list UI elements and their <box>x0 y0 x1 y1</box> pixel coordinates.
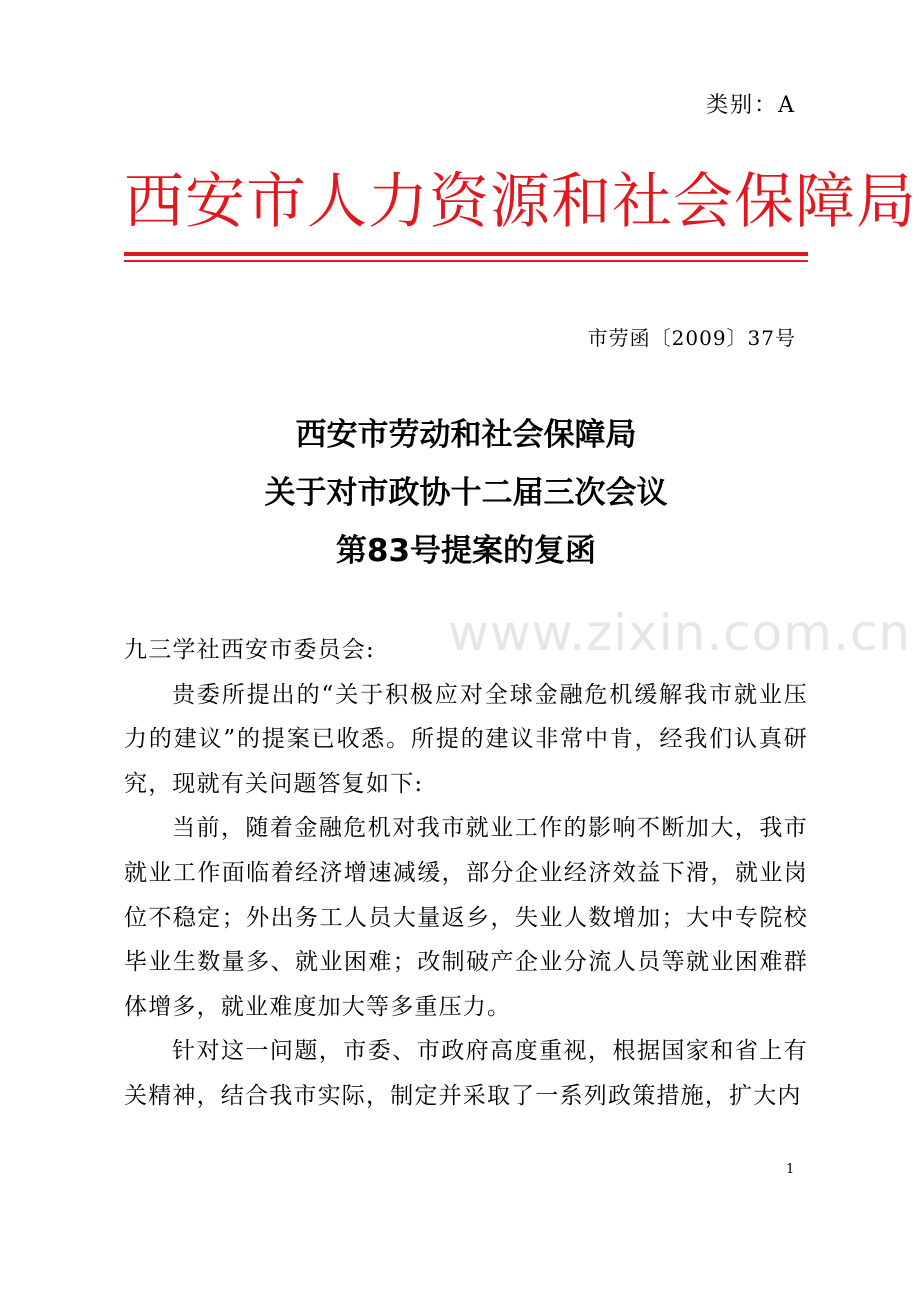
red-rule-thin <box>124 260 808 262</box>
paragraph-3: 针对这一问题，市委、市政府高度重视，根据国家和省上有关精神，结合我市实际，制定并采取了一系列政策措施，扩大内 <box>124 1038 808 1109</box>
heading-line-2: 关于对市政协十二届三次会议 <box>264 475 668 511</box>
watermark: www.zixin.com.cn <box>448 604 912 662</box>
paragraph-1: 贵委所提出的“关于积极应对全球金融危机缓解我市就业压力的建议”的提案已收悉。所提的建议非常中肯，经我们认真研究，现就有关问题答复如下: <box>124 681 808 797</box>
category-label: 类别：A <box>706 93 796 118</box>
paragraph-2: 当前，随着金融危机对我市就业工作的影响不断加大，我市就业工作面临着经济增速减缓，部分企业经济效益下滑，就业岗位不稳定；外出务工人员大量返乡，失业人数增加；大中专院校毕业生数量多、就业困难；改制破产企业分流人员等就业困难群体增多，就业难度加大等多重压力。 <box>124 815 808 1020</box>
letter-body <box>124 628 808 1119</box>
red-rule-thick <box>124 252 808 256</box>
salutation: 九三学社西安市委员会: <box>124 637 375 663</box>
page-number: 1 <box>786 1162 795 1177</box>
document-number: 市劳函〔2009〕37号 <box>587 326 796 350</box>
agency-title: 西安市人力资源和社会保障局 <box>124 167 917 237</box>
heading-line-3: 第83号提案的复函 <box>335 533 597 569</box>
heading-line-1: 西安市劳动和社会保障局 <box>295 417 637 453</box>
